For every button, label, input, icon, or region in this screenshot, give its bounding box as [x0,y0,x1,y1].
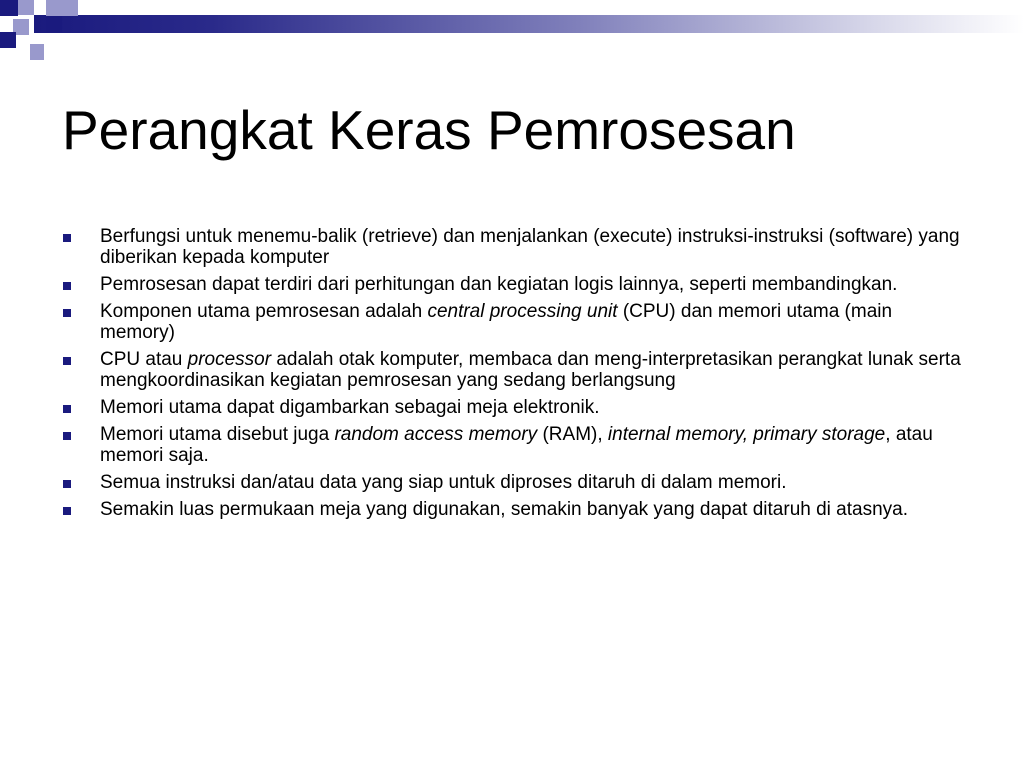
bullet-text: Berfungsi untuk menemu-balik (retrieve) dan menjalankan (execute) instruksi-instruksi (software) yang diberikan kepada komputer [100,226,960,268]
bullet-text: Memori utama disebut juga [100,424,335,445]
decoration-square-5 [46,16,62,32]
decoration-square-7 [30,44,44,60]
bullet-item [62,274,967,295]
decoration-square-6 [0,32,16,48]
bullet-text: Semakin luas permukaan meja yang digunakan, semakin banyak yang dapat ditaruh di atasnya. [100,499,909,520]
square-bullet-icon [63,282,71,290]
bullet-item [62,472,967,493]
square-bullet-icon [63,507,71,515]
slide-title: Perangkat Keras Pemrosesan [62,99,796,161]
square-bullet-icon [63,234,71,242]
bullet-text: adalah otak komputer, membaca dan meng-interpretasikan perangkat lunak serta mengkoordinasikan kegiatan pemrosesan yang sedang berlangsung [100,349,961,391]
bullet-text: Komponen utama pemrosesan adalah [100,301,428,322]
bullet-item [62,499,967,520]
bullet-text: Pemrosesan dapat terdiri dari perhitungan dan kegiatan logis lainnya, seperti membandingkan. [100,274,898,295]
bullet-emphasis: internal memory, primary storage [607,424,886,445]
decoration-square-2 [18,0,34,15]
bullet-item [62,301,967,343]
bullet-emphasis: processor [187,349,272,370]
bullet-text: (CPU) dan memori utama (main memory) [100,301,893,343]
bullet-item [62,349,967,391]
decoration-square-3 [46,0,78,16]
square-bullet-icon [63,405,71,413]
square-bullet-icon [63,309,71,317]
square-bullet-icon [63,480,71,488]
bullet-item [62,397,967,418]
bullet-text: Memori utama dapat digambarkan sebagai meja elektronik. [100,397,600,418]
bullet-item [62,226,967,268]
bullet-emphasis: central processing unit [427,301,618,322]
bullet-text: (RAM), [537,424,608,445]
square-bullet-icon [63,357,71,365]
bullet-list [62,226,967,526]
decoration-square-1 [0,0,18,16]
decoration-top-bar [34,15,1024,33]
bullet-emphasis: random access memory [334,424,538,445]
bullet-text: , atau memori saja. [100,424,933,466]
bullet-text: Semua instruksi dan/atau data yang siap untuk diproses ditaruh di dalam memori. [100,472,787,493]
bullet-text: CPU atau [100,349,188,370]
bullet-item [62,424,967,466]
square-bullet-icon [63,432,71,440]
